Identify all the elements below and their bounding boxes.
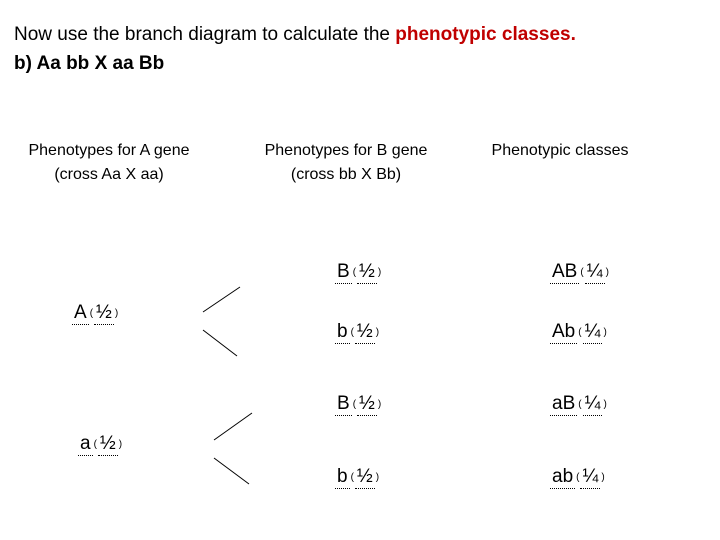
- paren-close: ): [377, 399, 382, 410]
- allele-symbol: B: [337, 393, 350, 414]
- classes-header-title: Phenotypic classes: [491, 142, 629, 159]
- paren-close: ): [118, 439, 123, 450]
- allele-symbol: b: [337, 466, 348, 487]
- title-highlight: phenotypic classes.: [395, 24, 576, 45]
- paren-close: ): [603, 399, 607, 410]
- branch-line: [203, 287, 240, 312]
- class-fraction: ¼: [582, 466, 599, 487]
- b-branch-3: [335, 393, 382, 416]
- paren-open: (: [350, 327, 354, 338]
- paren-open: (: [352, 399, 357, 410]
- paren-open: (: [93, 439, 97, 450]
- paren-open: (: [578, 399, 582, 410]
- paren-close: ): [375, 472, 380, 483]
- paren-close: ): [601, 472, 605, 483]
- paren-open: (: [350, 472, 354, 483]
- b-branch-1: [335, 261, 382, 284]
- paren-close: ): [605, 267, 609, 278]
- allele-symbol: B: [337, 261, 350, 282]
- class-fraction: ¼: [584, 321, 601, 342]
- class-2: [550, 321, 608, 344]
- class-symbol: AB: [552, 261, 578, 282]
- class-4: [550, 466, 606, 489]
- paren-open: (: [578, 327, 582, 338]
- class-fraction: ¼: [586, 261, 603, 282]
- allele-fraction: ½: [359, 393, 375, 414]
- class-symbol: Ab: [552, 321, 576, 342]
- paren-close: ): [114, 308, 119, 319]
- paren-open: (: [580, 267, 584, 278]
- b-branch-2: [335, 321, 380, 344]
- allele-symbol: b: [337, 321, 348, 342]
- title-prefix: Now use the branch diagram to calculate the: [14, 24, 396, 45]
- allele-fraction: ½: [359, 261, 375, 282]
- allele-symbol: a: [80, 433, 91, 454]
- paren-close: ): [603, 327, 607, 338]
- class-fraction: ¼: [584, 393, 601, 414]
- allele-fraction: ½: [96, 302, 112, 323]
- branch-line: [203, 330, 237, 356]
- b-gene-header-cross: (cross bb X Bb): [290, 166, 402, 183]
- allele-fraction: ½: [356, 321, 373, 342]
- a-gene-header-cross: (cross Aa X aa): [54, 166, 164, 183]
- b-gene-header-title: Phenotypes for B gene: [264, 142, 428, 159]
- class-symbol: aB: [552, 393, 576, 414]
- branch-line: [214, 458, 249, 484]
- cross-subtitle: b) Aa bb X aa Bb: [14, 53, 165, 74]
- allele-fraction: ½: [356, 466, 373, 487]
- paren-close: ): [375, 327, 380, 338]
- allele-symbol: A: [74, 302, 87, 323]
- class-3: [550, 393, 608, 416]
- branch-line: [214, 413, 252, 440]
- paren-open: (: [352, 267, 357, 278]
- paren-open: (: [89, 308, 94, 319]
- paren-close: ): [377, 267, 382, 278]
- class-symbol: ab: [552, 466, 574, 487]
- a-gene-header-title: Phenotypes for A gene: [28, 142, 190, 159]
- allele-fraction: ½: [99, 433, 116, 454]
- paren-open: (: [576, 472, 580, 483]
- class-1: [550, 261, 610, 284]
- b-branch-4: [335, 466, 380, 489]
